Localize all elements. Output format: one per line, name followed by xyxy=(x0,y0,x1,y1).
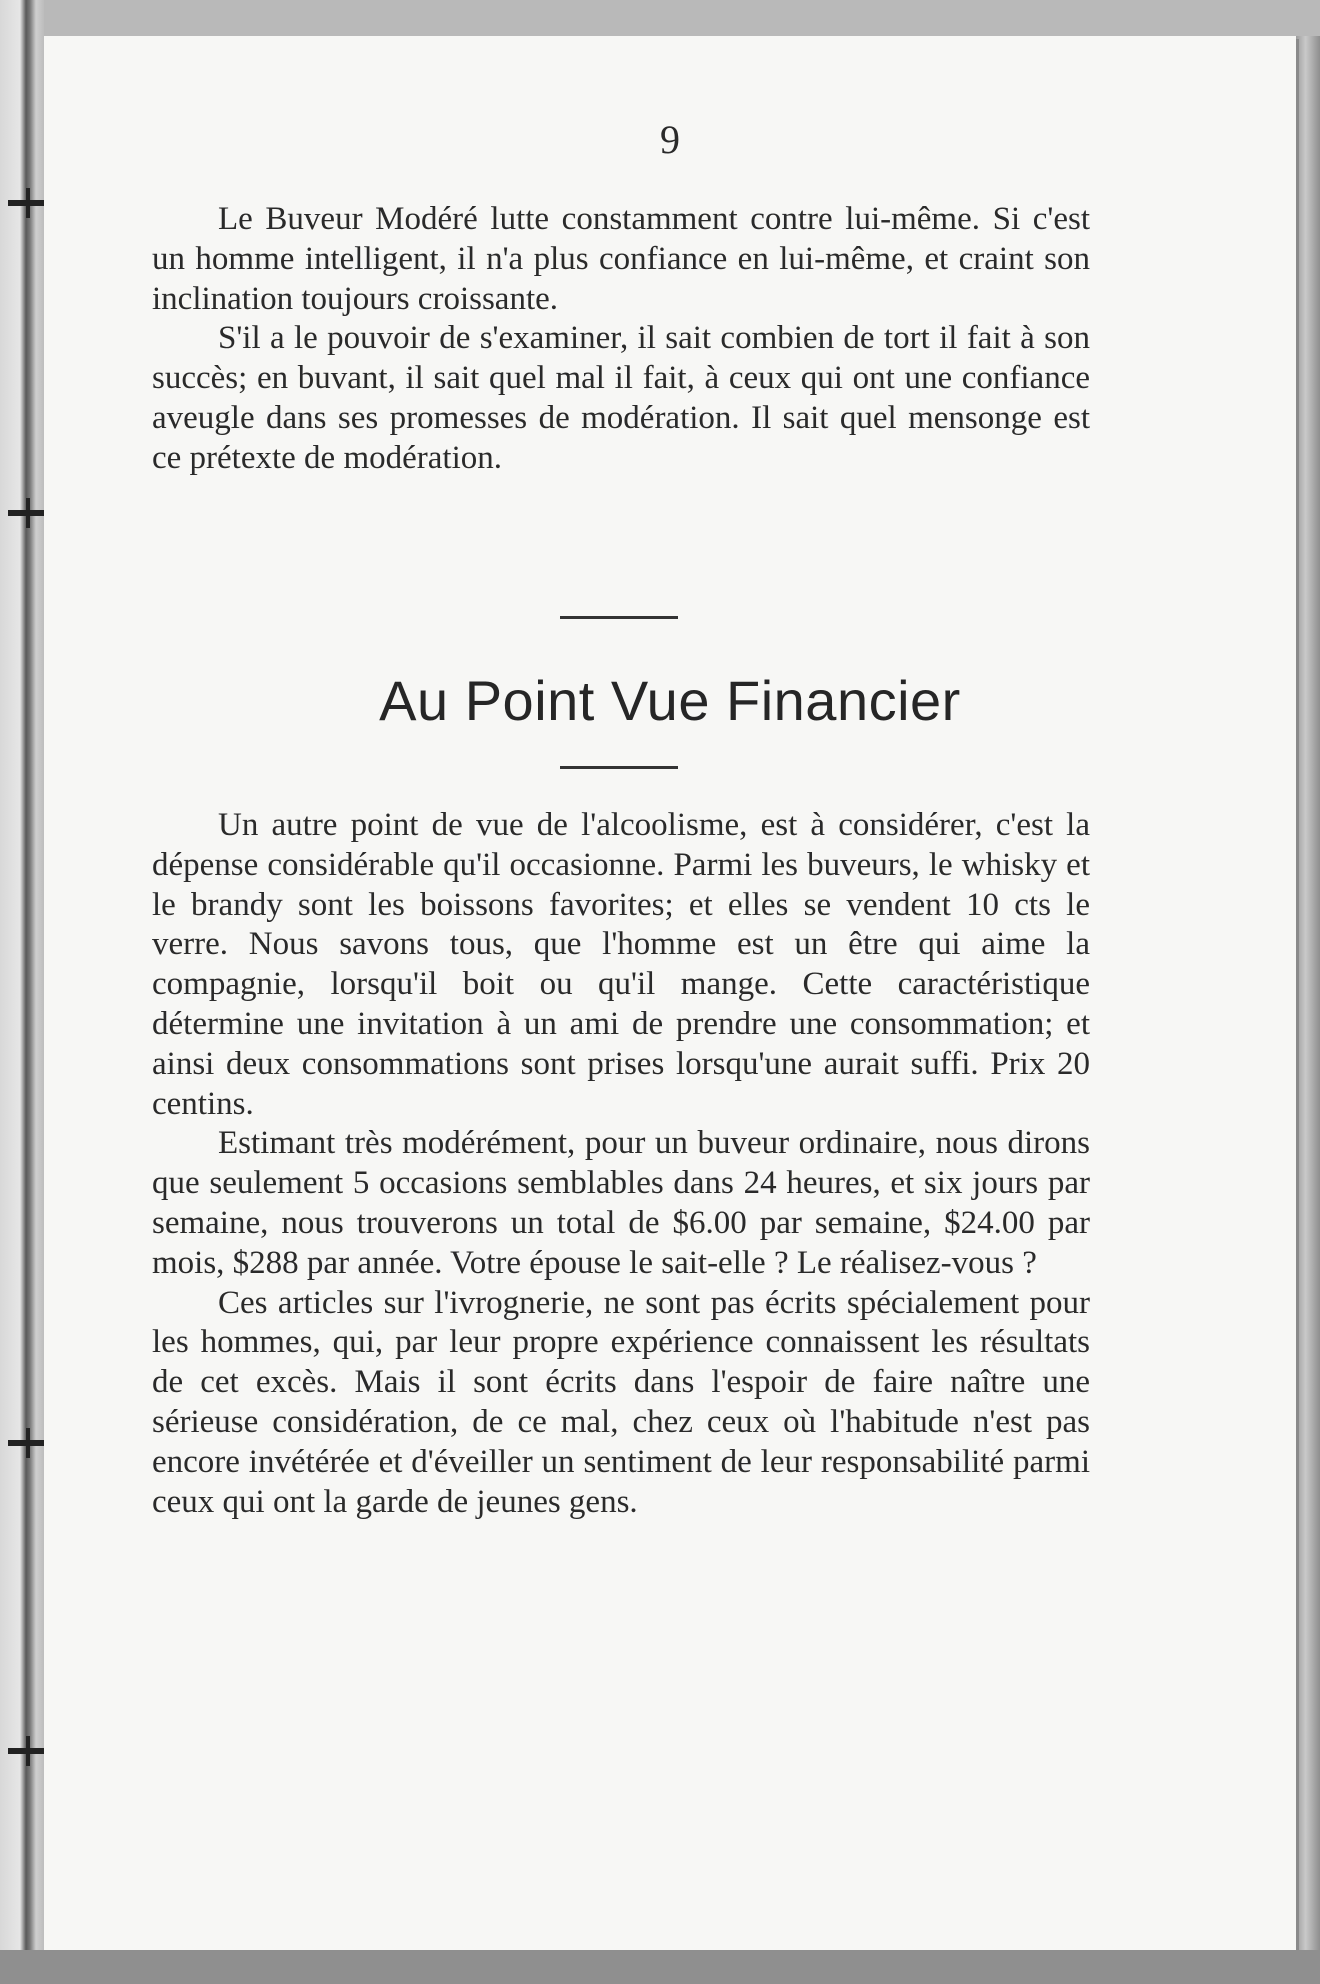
binding-stitch xyxy=(8,200,44,206)
paragraph: Estimant très modérément, pour un buveur ordinaire, nous dirons que seulement 5 occasions semblables dans 24 heures, et six jours par semaine, nous trouverons un total de $6.00 par semaine, $24.00 par mois, $288 par année. Votre épouse le sait-elle ? Le réalisez-vous ? xyxy=(152,1125,1090,1281)
page-edge-right xyxy=(1296,36,1320,1950)
section-one-text xyxy=(152,200,1090,479)
divider-rule-bottom xyxy=(560,766,678,769)
divider-rule-top xyxy=(560,616,678,619)
book-binding xyxy=(0,0,44,1984)
page-number: 9 xyxy=(660,117,680,162)
paragraph: Un autre point de vue de l'alcoolisme, est à considérer, c'est la dépense considérable qu'il occasionne. Parmi les buveurs, le whisky et le brandy sont les boissons favorites; et elles se vendent 10 cts le verre. Nous savons tous, que l'homme est un être qui aime la compagnie, lorsqu'il boit ou qu'il mange. Cette caractéristique détermine une invitation à un ami de prendre une consommation; et ainsi deux consommations sont prises lorsqu'une aurait suffi. Prix 20 centins. xyxy=(152,807,1090,1122)
scan-bottom-edge xyxy=(0,1950,1320,1984)
section-heading: Au Point Vue Financier xyxy=(379,669,961,732)
paragraph: S'il a le pouvoir de s'examiner, il sait combien de tort il fait à son succès; en buvant, il sait quel mal il fait, à ceux qui ont une confiance aveugle dans ses promesses de modération. Il sait quel mensonge est ce prétexte de modération. xyxy=(152,320,1090,476)
binding-stitch xyxy=(8,1440,44,1446)
section-two-text xyxy=(152,806,1090,1522)
book-page xyxy=(44,36,1296,1950)
binding-stitch xyxy=(8,1748,44,1754)
paragraph: Ces articles sur l'ivrognerie, ne sont pas écrits spécialement pour les hommes, qui, par leur propre expérience connaissent les résultats de cet excès. Mais il sont écrits dans l'espoir de faire naître une sérieuse considération, de ce mal, chez ceux où l'habitude n'est pas encore invétérée et d'éveiller un sentiment de leur responsabilité parmi ceux qui ont la garde de jeunes gens. xyxy=(152,1284,1090,1520)
binding-stitch xyxy=(8,510,44,516)
paragraph: Le Buveur Modéré lutte constamment contre lui-même. Si c'est un homme intelligent, il n'a plus confiance en lui-même, et craint son inclination toujours croissante. xyxy=(152,201,1090,317)
